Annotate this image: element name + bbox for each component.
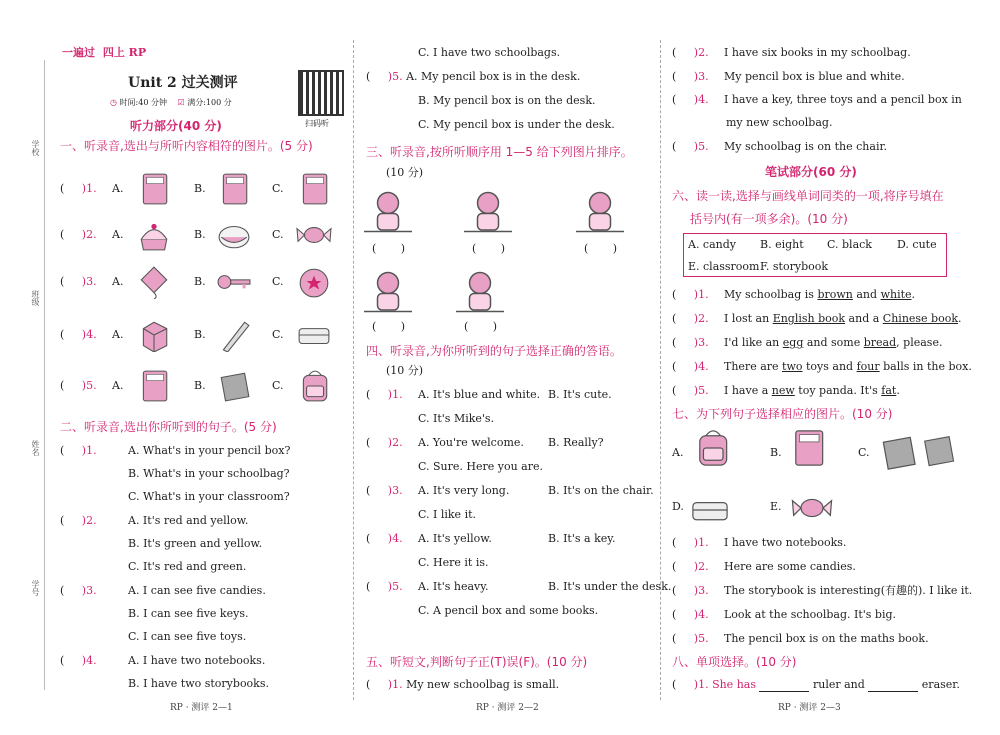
option-letter: B. [194,328,206,341]
s7-question[interactable]: ( )4. [672,608,709,621]
option-a: A. It's red and yellow. [128,514,249,527]
order-blank[interactable]: ( ) [464,320,498,333]
section-7-title: 七、为下列句子选择相应的图片。(10 分) [672,407,893,421]
section-3-title: 三、听录音,按所听顺序用 1—5 给下列图片排序。 [366,145,633,159]
q-number: )1. [693,288,709,301]
s5-question[interactable]: ( )4. [672,93,709,106]
option-a: A. I have two notebooks. [128,654,266,667]
text: . [958,312,962,325]
pencil-box-icon [294,318,334,352]
candy-icon [294,218,334,252]
text: toy panda. It's [794,384,882,397]
s5-question[interactable]: ( )3. [672,70,709,83]
order-blank[interactable]: ( ) [584,242,618,255]
notebook-icon [876,432,920,472]
abc-book-icon [214,172,254,206]
text: . [911,288,916,301]
section-3-points: (10 分) [386,166,424,179]
brand-name: 一遍过 [62,46,95,59]
s4-question[interactable]: ( )2. [366,436,403,449]
s2-question[interactable]: ( )2. [60,514,97,527]
time-label: 时间:40 分钟 [119,98,167,107]
storybook-icon [786,428,830,468]
bread-icon [214,218,254,252]
footer-page-1: RP · 测评 2—1 [170,703,233,713]
q-number: )2. [693,560,709,573]
option-letter: A. [112,228,124,241]
section-6-title-2: 括号内(有一项多余)。(10 分) [690,212,848,226]
schoolbag-icon [294,369,334,403]
option-c: C. I can see five toys. [128,630,247,643]
option-c: C. Here it is. [418,556,489,569]
option-b: B. It's on the chair. [548,484,654,497]
footer-page-2: RP · 测评 2—2 [476,703,539,713]
s1-question-row[interactable]: ( )4. [60,328,97,341]
q-number: )3. [81,584,97,597]
picture-letter: B. [770,446,782,459]
s2-q5: ( )5. A. My pencil box is in the desk. [366,70,581,83]
s6-question[interactable]: ( )2. [672,312,709,325]
option-c: C. A pencil box and some books. [418,604,599,617]
kite-icon [134,265,174,299]
statement: I have six books in my schoolbag. [724,46,911,59]
side-id: 学号 [31,580,40,596]
text: There are [724,360,783,373]
option-letter: A. [112,275,124,288]
q-number: )4. [387,532,403,545]
q-number: )1. [387,678,403,691]
word-option: B. eight [760,238,804,251]
s2-q4-option-c: C. I have two schoolbags. [418,46,561,59]
key-icon [214,265,254,299]
notebook-icon [214,369,254,403]
answer-blank[interactable] [868,681,918,692]
option-c: C. I like it. [418,508,477,521]
option-a: A. It's very long. [418,484,510,497]
picture-letter: D. [672,500,684,513]
option-c: C. What's in your classroom? [128,490,290,503]
column-divider [660,40,661,700]
option-c: C. It's red and green. [128,560,247,573]
s2-q5-option-c: C. My pencil box is under the desk. [418,118,615,131]
underlined-word: brown [817,288,853,301]
side-line [44,60,45,690]
word-option: D. cute [897,238,937,251]
q-number: )2. [387,436,403,449]
math-book-icon [134,172,174,206]
option-a: A. My pencil box is in the desk. [406,70,581,83]
sentence: The pencil box is on the maths book. [724,632,929,645]
option-c: C. It's Mike's. [418,412,495,425]
s2-q5-option-b: B. My pencil box is on the desk. [418,94,596,107]
text: and a [845,312,883,325]
text: toys and [802,360,857,373]
q-number: )4. [693,93,709,106]
answer-blank[interactable] [759,681,809,692]
s5-question[interactable]: ( )5. [672,140,709,153]
q-number: )5. [693,140,709,153]
yoyo-icon [294,265,334,299]
section-5-title: 五、听短文,判断句子正(T)误(F)。(10 分) [366,655,588,669]
section-4-title: 四、听录音,为你所听到的句子选择正确的答语。 [366,344,622,358]
section-4-points: (10 分) [386,364,424,377]
sentence [724,288,915,302]
check-icon: ☑ [177,98,185,107]
q-number: )3. [693,336,709,349]
s1-question-row[interactable]: ( )1. [60,182,97,195]
listening-picture-icon [452,268,508,316]
s5-q1: ( )1. My new schoolbag is small. [366,678,560,691]
option-letter: B. [194,182,206,195]
s7-question[interactable]: ( )5. [672,632,709,645]
statement: My schoolbag is on the chair. [724,140,888,153]
q-number: )4. [693,608,709,621]
order-blank[interactable]: ( ) [472,242,506,255]
q-number: )5. [81,379,97,392]
sentence [724,384,900,398]
underlined-word: four [856,360,880,373]
q-number: )1. She has [693,678,756,691]
listening-heading: 听力部分(40 分) [130,119,222,133]
option-letter: B. [194,275,206,288]
s2-question[interactable]: ( )1. [60,444,97,457]
q-number: )1. [387,388,403,401]
side-name: 姓名 [31,440,40,456]
statement: My pencil box is blue and white. [724,70,905,83]
exam-meta [110,97,232,108]
option-b: B. I can see five keys. [128,607,249,620]
cake-icon [134,218,174,252]
option-a: A. It's blue and white. [418,388,541,401]
section-2-title: 二、听录音,选出你所听到的句子。(5 分) [60,420,277,434]
q-number: )1. [81,444,97,457]
option-b: B. It's cute. [548,388,612,401]
s4-question[interactable]: ( )1. [366,388,403,401]
picture-letter: A. [672,446,684,459]
pen-icon [214,318,254,352]
grade-label: 四上 RP [102,46,147,59]
text: I have a [724,384,772,397]
sentence: Look at the schoolbag. It's big. [724,608,897,621]
option-b: B. Really? [548,436,604,449]
word-option: C. black [827,238,872,251]
candy-icon [790,488,834,528]
listening-picture-icon [460,188,516,236]
text: I lost an [724,312,773,325]
q-number: )5. [693,632,709,645]
q-number: )4. [81,654,97,667]
cube-icon [134,318,174,352]
underlined-word: two [782,360,803,373]
s6-question[interactable]: ( )5. [672,384,709,397]
section-8-title: 八、单项选择。(10 分) [672,655,797,669]
q-number: )4. [81,328,97,341]
s2-question[interactable]: ( )4. [60,654,97,667]
qr-label: 扫码听 [305,119,329,128]
storybook-icon [134,369,174,403]
text: . [896,384,900,397]
q-number: )2. [693,46,709,59]
brand [62,46,146,60]
sentence [724,336,942,350]
option-a: A. What's in your pencil box? [128,444,291,457]
option-letter: A. [112,182,124,195]
section-6-title: 六、读一读,选择与画线单词同类的一项,将序号填在 [672,189,944,203]
option-letter: C. [272,228,284,241]
s7-question[interactable]: ( )2. [672,560,709,573]
sentence [724,360,972,374]
word-option: F. storybook [760,260,829,273]
s7-question[interactable]: ( )1. [672,536,709,549]
footer-page-3: RP · 测评 2—3 [778,703,841,713]
underlined-word: English book [772,312,846,325]
s6-question[interactable]: ( )1. [672,288,709,301]
picture-letter: C. [858,446,870,459]
option-letter: A. [112,379,124,392]
q-number: )1. [81,182,97,195]
text: My schoolbag is [724,288,818,301]
q-number: )2. [81,514,97,527]
word-option: A. candy [688,238,736,251]
q-number: )5. [387,580,403,593]
option-letter: A. [112,328,124,341]
underlined-word: Chinese book [882,312,959,325]
s4-question[interactable]: ( )4. [366,532,403,545]
clock-icon: ◷ [110,98,117,107]
s4-question[interactable]: ( )3. [366,484,403,497]
q-number: )5. [693,384,709,397]
notebook-icon [918,432,958,468]
column-divider [353,40,354,700]
order-blank[interactable]: ( ) [372,242,406,255]
q-number: )3. [81,275,97,288]
option-b: B. It's under the desk. [548,580,672,593]
underlined-word: egg [782,336,804,349]
sentence: Here are some candies. [724,560,856,573]
chinese-book-icon [294,172,334,206]
schoolbag-icon [690,428,734,468]
listening-picture-icon [360,268,416,316]
text: and some [803,336,864,349]
option-b: B. It's a key. [548,532,616,545]
s1-question-row[interactable]: ( )5. [60,379,97,392]
s1-question-row[interactable]: ( )3. [60,275,97,288]
s5-question[interactable]: ( )2. [672,46,709,59]
q-number: )1. [693,536,709,549]
underlined-word: new [771,384,795,397]
option-a: A. It's heavy. [418,580,489,593]
option-b: B. What's in your schoolbag? [128,467,290,480]
s4-question[interactable]: ( )5. [366,580,403,593]
sentence [724,312,962,326]
word-option: E. classroom [688,260,760,273]
option-letter: B. [194,379,206,392]
listening-picture-icon [572,188,628,236]
pencil-box-icon [688,490,732,530]
picture-letter: E. [770,500,782,513]
s6-question[interactable]: ( )3. [672,336,709,349]
option-b: B. It's green and yellow. [128,537,263,550]
s5-q4-continuation: my new schoolbag. [726,116,833,129]
q-number: )5. [387,70,403,83]
text: and [852,288,881,301]
side-school: 学校 [31,140,40,156]
score-label: 满分:100 分 [187,98,232,107]
qr-code-icon[interactable] [298,70,344,116]
q-number: )3. [693,584,709,597]
option-letter: C. [272,328,284,341]
statement: My new schoolbag is small. [406,678,560,691]
text: , please. [896,336,943,349]
listening-picture-icon [360,188,416,236]
option-a: A. It's yellow. [418,532,492,545]
page-title: Unit 2 过关测评 [128,75,238,91]
s1-question-row[interactable]: ( )2. [60,228,97,241]
q-text: eraser. [921,678,960,691]
option-letter: C. [272,379,284,392]
q-number: )4. [693,360,709,373]
q-number: )3. [693,70,709,83]
option-c: C. Sure. Here you are. [418,460,544,473]
order-blank[interactable]: ( ) [372,320,406,333]
option-letter: B. [194,228,206,241]
side-class: 班级 [31,290,40,306]
sentence: The storybook is interesting(有趣的). I like it. [724,584,973,597]
section-1-title: 一、听录音,选出与所听内容相符的图片。(5 分) [60,139,313,153]
underlined-word: white [880,288,912,301]
option-a: A. You're welcome. [418,436,524,449]
q-number: )3. [387,484,403,497]
text: I'd like an [724,336,783,349]
option-b: B. I have two storybooks. [128,677,269,690]
underlined-word: bread [863,336,897,349]
s7-question[interactable]: ( )3. [672,584,709,597]
s6-question[interactable]: ( )4. [672,360,709,373]
option-letter: C. [272,182,284,195]
writing-heading: 笔试部分(60 分) [765,165,857,179]
option-letter: C. [272,275,284,288]
q-number: )2. [81,228,97,241]
s8-q1: ( )1. She has ruler and eraser. [672,678,960,691]
q-number: )2. [693,312,709,325]
statement: I have a key, three toys and a pencil box in [724,93,962,106]
q-text: ruler and [812,678,865,691]
option-a: A. I can see five candies. [128,584,266,597]
sentence: I have two notebooks. [724,536,847,549]
text: balls in the box. [879,360,972,373]
underlined-word: fat [881,384,897,397]
s2-question[interactable]: ( )3. [60,584,97,597]
